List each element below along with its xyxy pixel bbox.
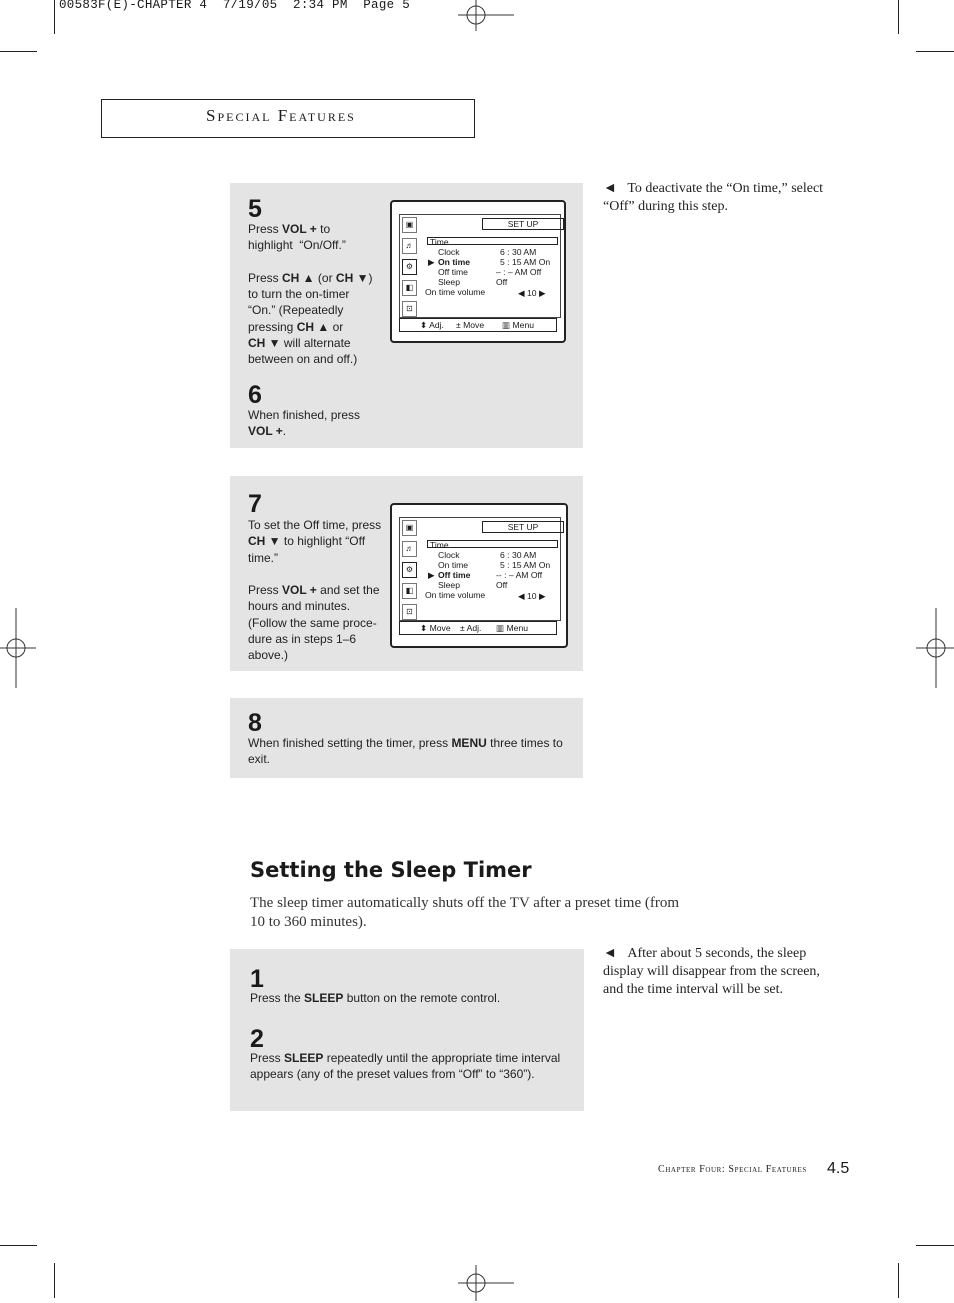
setup-title-bar: SET UP [482, 521, 564, 533]
step-number-1: 1 [250, 965, 264, 993]
sleep-step-2-text: Press SLEEP repeatedly until the appropriate time interval appears (any of the preset values from “Off” to “360”). [250, 1051, 561, 1082]
registration-mark-icon [456, 1263, 516, 1303]
tv-menu-screenshot-on-time [390, 200, 566, 343]
menu-label: On time volume [425, 287, 486, 297]
footer-chapter: Chapter Four: Special Features [658, 1164, 807, 1175]
step-6-text: When finished, press VOL +. [248, 408, 361, 439]
menu-icon-column [402, 217, 417, 322]
crop-mark [54, 1263, 55, 1298]
section-title: Setting the Sleep Timer [250, 858, 532, 882]
menu-icon-column [402, 520, 417, 625]
picture-icon: ▣ [402, 520, 417, 536]
volume-value: ◀ 10 ▶ [518, 591, 546, 601]
sleep-step-1-text: Press the SLEEP button on the remote control. [250, 991, 501, 1005]
menu-label: Clock [438, 550, 460, 560]
registration-mark-icon [456, 0, 516, 35]
registration-mark-icon [914, 608, 954, 688]
step-8-text: When finished setting the timer, press MENU three times to exit. [248, 736, 563, 767]
pointer-arrow-icon: ◄ [603, 181, 617, 196]
menu-value-selected: 5 : 15 AM On [500, 257, 551, 267]
time-submenu-bar: Time [427, 540, 558, 548]
crop-mark [54, 0, 55, 34]
setup-icon: ⚙ [402, 259, 417, 275]
setup-icon: ⚙ [402, 562, 417, 578]
menu-label: Sleep [438, 580, 460, 590]
function-icon: ⊡ [402, 301, 417, 317]
channel-icon: ◧ [402, 583, 417, 599]
registration-mark-icon [0, 608, 40, 688]
menu-value: Off [496, 580, 508, 590]
hint-adj: ⬍ Adj. [420, 320, 444, 330]
hint-move: ⬍ Move [420, 623, 451, 633]
step-number-7: 7 [248, 490, 262, 518]
time-submenu-bar: Time [427, 237, 558, 245]
step-number-6: 6 [248, 381, 262, 409]
crop-mark [898, 0, 899, 34]
crop-mark [0, 1245, 37, 1246]
menu-label: Off time [438, 267, 468, 277]
crop-mark [916, 1245, 954, 1246]
print-slug: 00583F(E)-CHAPTER 4 7/19/05 2:34 PM Page 5 [59, 0, 411, 12]
step-7-text: To set the Off time, press CH ▼ to highlight “Off time.” Press VOL + and set the hours and minutes. (Follow the same proce- dure as in steps 1–6 above.) [248, 518, 382, 663]
hint-menu: ▥ Menu [502, 320, 535, 330]
menu-value: – : – AM Off [496, 267, 542, 277]
steps-panel-8 [230, 698, 583, 778]
hint-move: ± Move [456, 320, 485, 330]
function-icon: ⊡ [402, 604, 417, 620]
section-header-title: Special Features [206, 106, 356, 125]
sound-icon: ♬ [402, 541, 417, 557]
step-number-5: 5 [248, 195, 262, 223]
menu-label: Sleep [438, 277, 460, 287]
tv-hint-bar [399, 621, 557, 635]
sound-icon: ♬ [402, 238, 417, 254]
menu-value: 6 : 30 AM [500, 550, 537, 560]
tv-menu-screenshot-off-time [390, 503, 568, 648]
hint-adj: ± Adj. [460, 623, 482, 633]
menu-value: 6 : 30 AM [500, 247, 537, 257]
tv-screen [399, 517, 561, 621]
pointer-arrow-icon: ◄ [603, 946, 617, 961]
tv-screen [399, 214, 561, 318]
hint-menu: ▥ Menu [496, 623, 529, 633]
volume-value: ◀ 10 ▶ [518, 288, 546, 298]
picture-icon: ▣ [402, 217, 417, 233]
page-number: 4.5 [827, 1160, 850, 1177]
menu-value: 5 : 15 AM On [500, 560, 551, 570]
menu-label-selected: On time [438, 257, 470, 267]
step-5-text: Press VOL + to highlight “On/Off.” Press CH ▲ (or CH ▼) to turn the on-timer “On.” (Repeatedly pressing CH ▲ or CH ▼ will alternate between on and off.) [248, 222, 373, 367]
menu-label: Clock [438, 247, 460, 257]
side-note-sleep: ◄ After about 5 seconds, the sleep display will disappear from the screen, and the time interval will be set. [603, 946, 820, 997]
setup-title-bar: SET UP [482, 218, 564, 230]
menu-value-selected: -- : – AM Off [496, 570, 543, 580]
section-intro: The sleep timer automatically shuts off the TV after a preset time (from 10 to 360 minutes). [250, 895, 680, 930]
tv-hint-bar [399, 318, 557, 332]
menu-label-selected: Off time [438, 570, 471, 580]
crop-mark [916, 51, 954, 52]
menu-label: On time [438, 560, 469, 570]
cursor-arrow-icon: ▶ [428, 570, 435, 580]
side-note-on-time: ◄ To deactivate the “On time,” select “Off” during this step. [603, 181, 824, 214]
crop-mark [0, 51, 37, 52]
steps-panel-sleep [230, 949, 584, 1111]
crop-mark [898, 1263, 899, 1298]
step-number-8: 8 [248, 709, 262, 737]
menu-value: Off [496, 277, 508, 287]
cursor-arrow-icon: ▶ [428, 257, 435, 267]
step-number-2: 2 [250, 1025, 264, 1053]
channel-icon: ◧ [402, 280, 417, 296]
menu-label: On time volume [425, 590, 486, 600]
